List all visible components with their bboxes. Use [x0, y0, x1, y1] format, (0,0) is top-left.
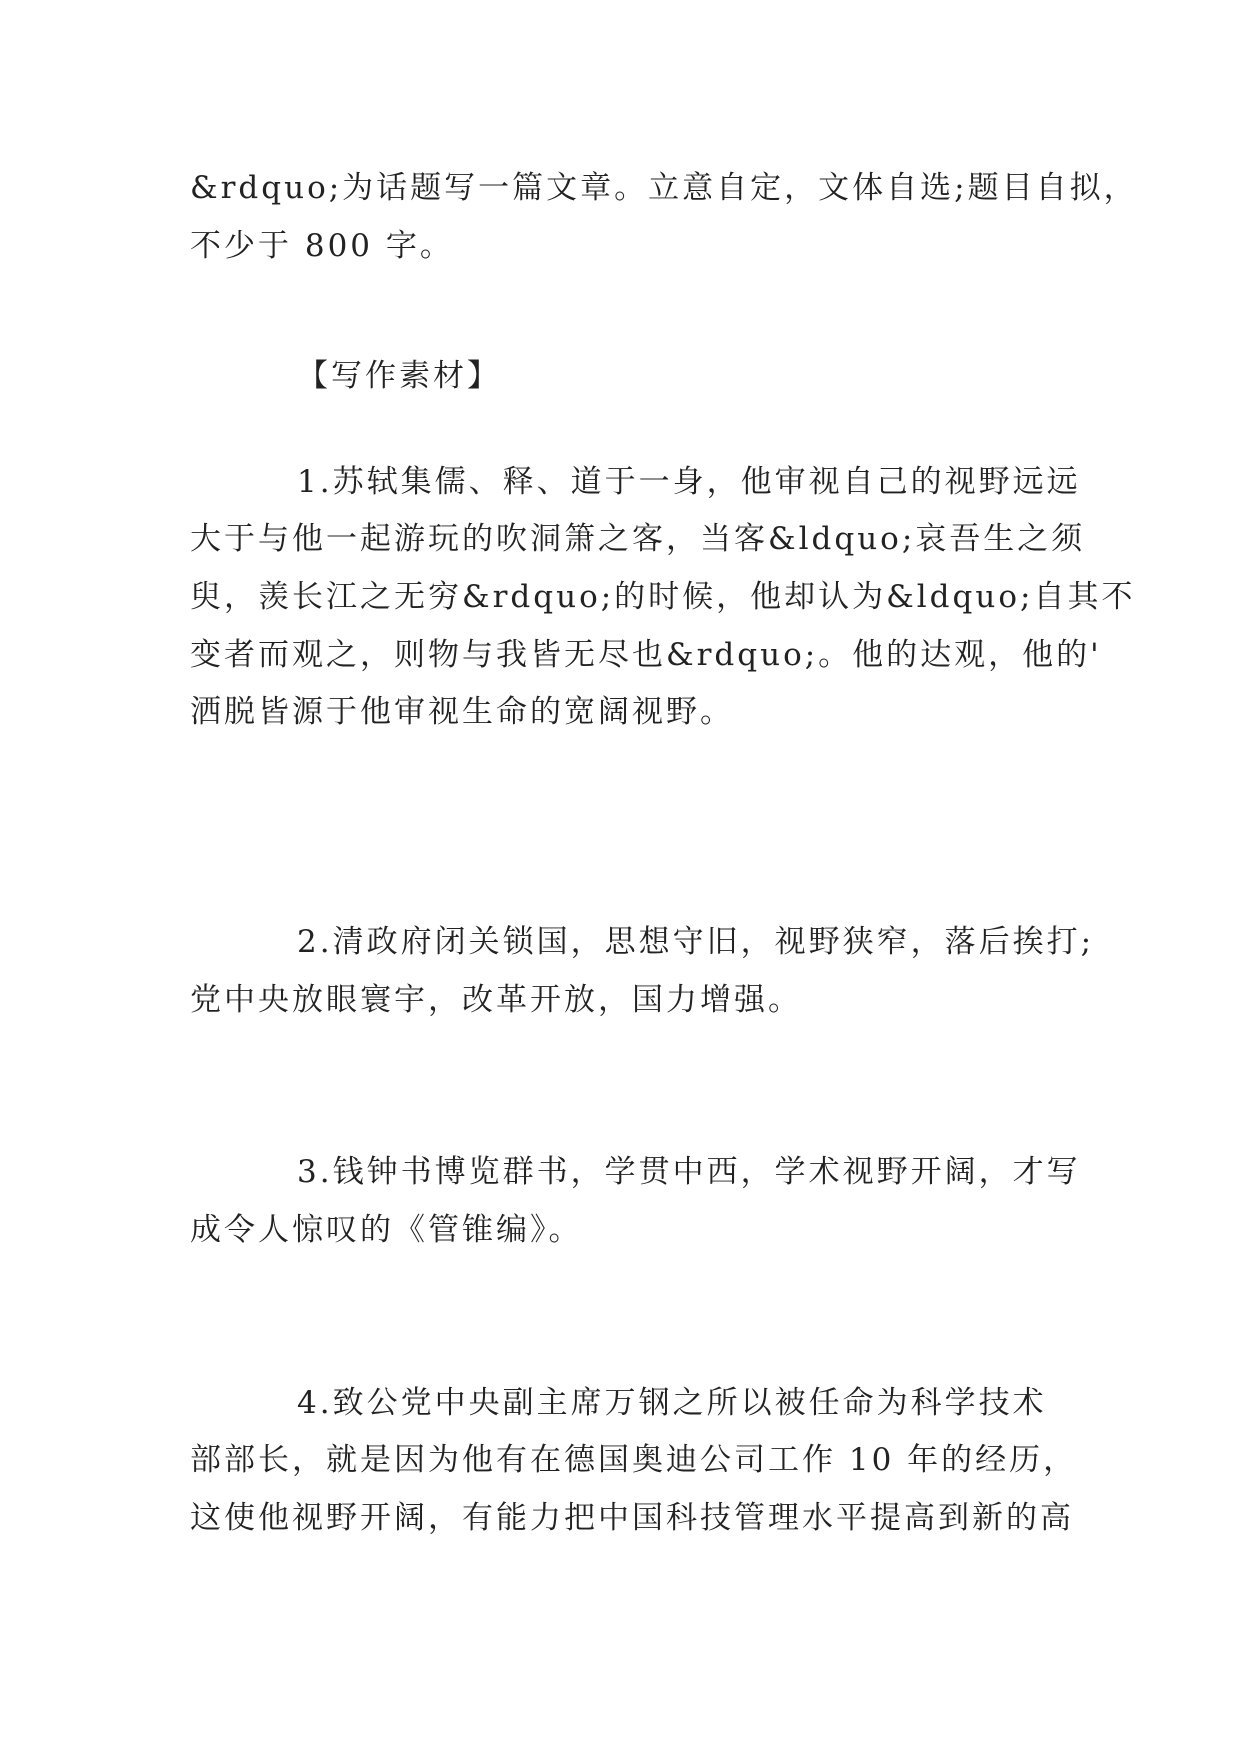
material-2-line-1: 2.清政府闭关锁国，思想守旧，视野狭窄，落后挨打;	[297, 924, 1095, 960]
material-4-line-2: 部部长，就是因为他有在德国奥迪公司工作 10 年的经历，	[190, 1442, 1078, 1478]
section-heading: 【写作素材】	[297, 358, 501, 394]
material-4-line-1: 4.致公党中央副主席万钢之所以被任命为科学技术	[297, 1385, 1047, 1421]
material-3-line-1: 3.钱钟书博览群书，学贯中西，学术视野开阔，才写	[297, 1154, 1081, 1190]
material-1-line-5: 洒脱皆源于他审视生命的宽阔视野。	[190, 694, 734, 730]
material-2-line-2: 党中央放眼寰宇，改革开放，国力增强。	[190, 982, 802, 1018]
material-1-line-4: 变者而观之，则物与我皆无尽也&rdquo;。他的达观，他的'	[190, 637, 1102, 673]
material-3-line-2: 成令人惊叹的《管锥编》。	[190, 1212, 583, 1248]
material-1-line-3: 臾，羡长江之无穷&rdquo;的时候，他却认为&ldquo;自其不	[190, 579, 1136, 615]
material-4-line-3: 这使他视野开阔，有能力把中国科技管理水平提高到新的高	[190, 1500, 1074, 1536]
intro-line-1: &rdquo;为话题写一篇文章。立意自定，文体自选;题目自拟，	[190, 170, 1138, 206]
intro-line-2: 不少于 800 字。	[190, 228, 454, 264]
material-1-line-2: 大于与他一起游玩的吹洞箫之客，当客&ldquo;哀吾生之须	[190, 521, 1086, 557]
material-1-line-1: 1.苏轼集儒、释、道于一身，他审视自己的视野远远	[297, 464, 1081, 500]
